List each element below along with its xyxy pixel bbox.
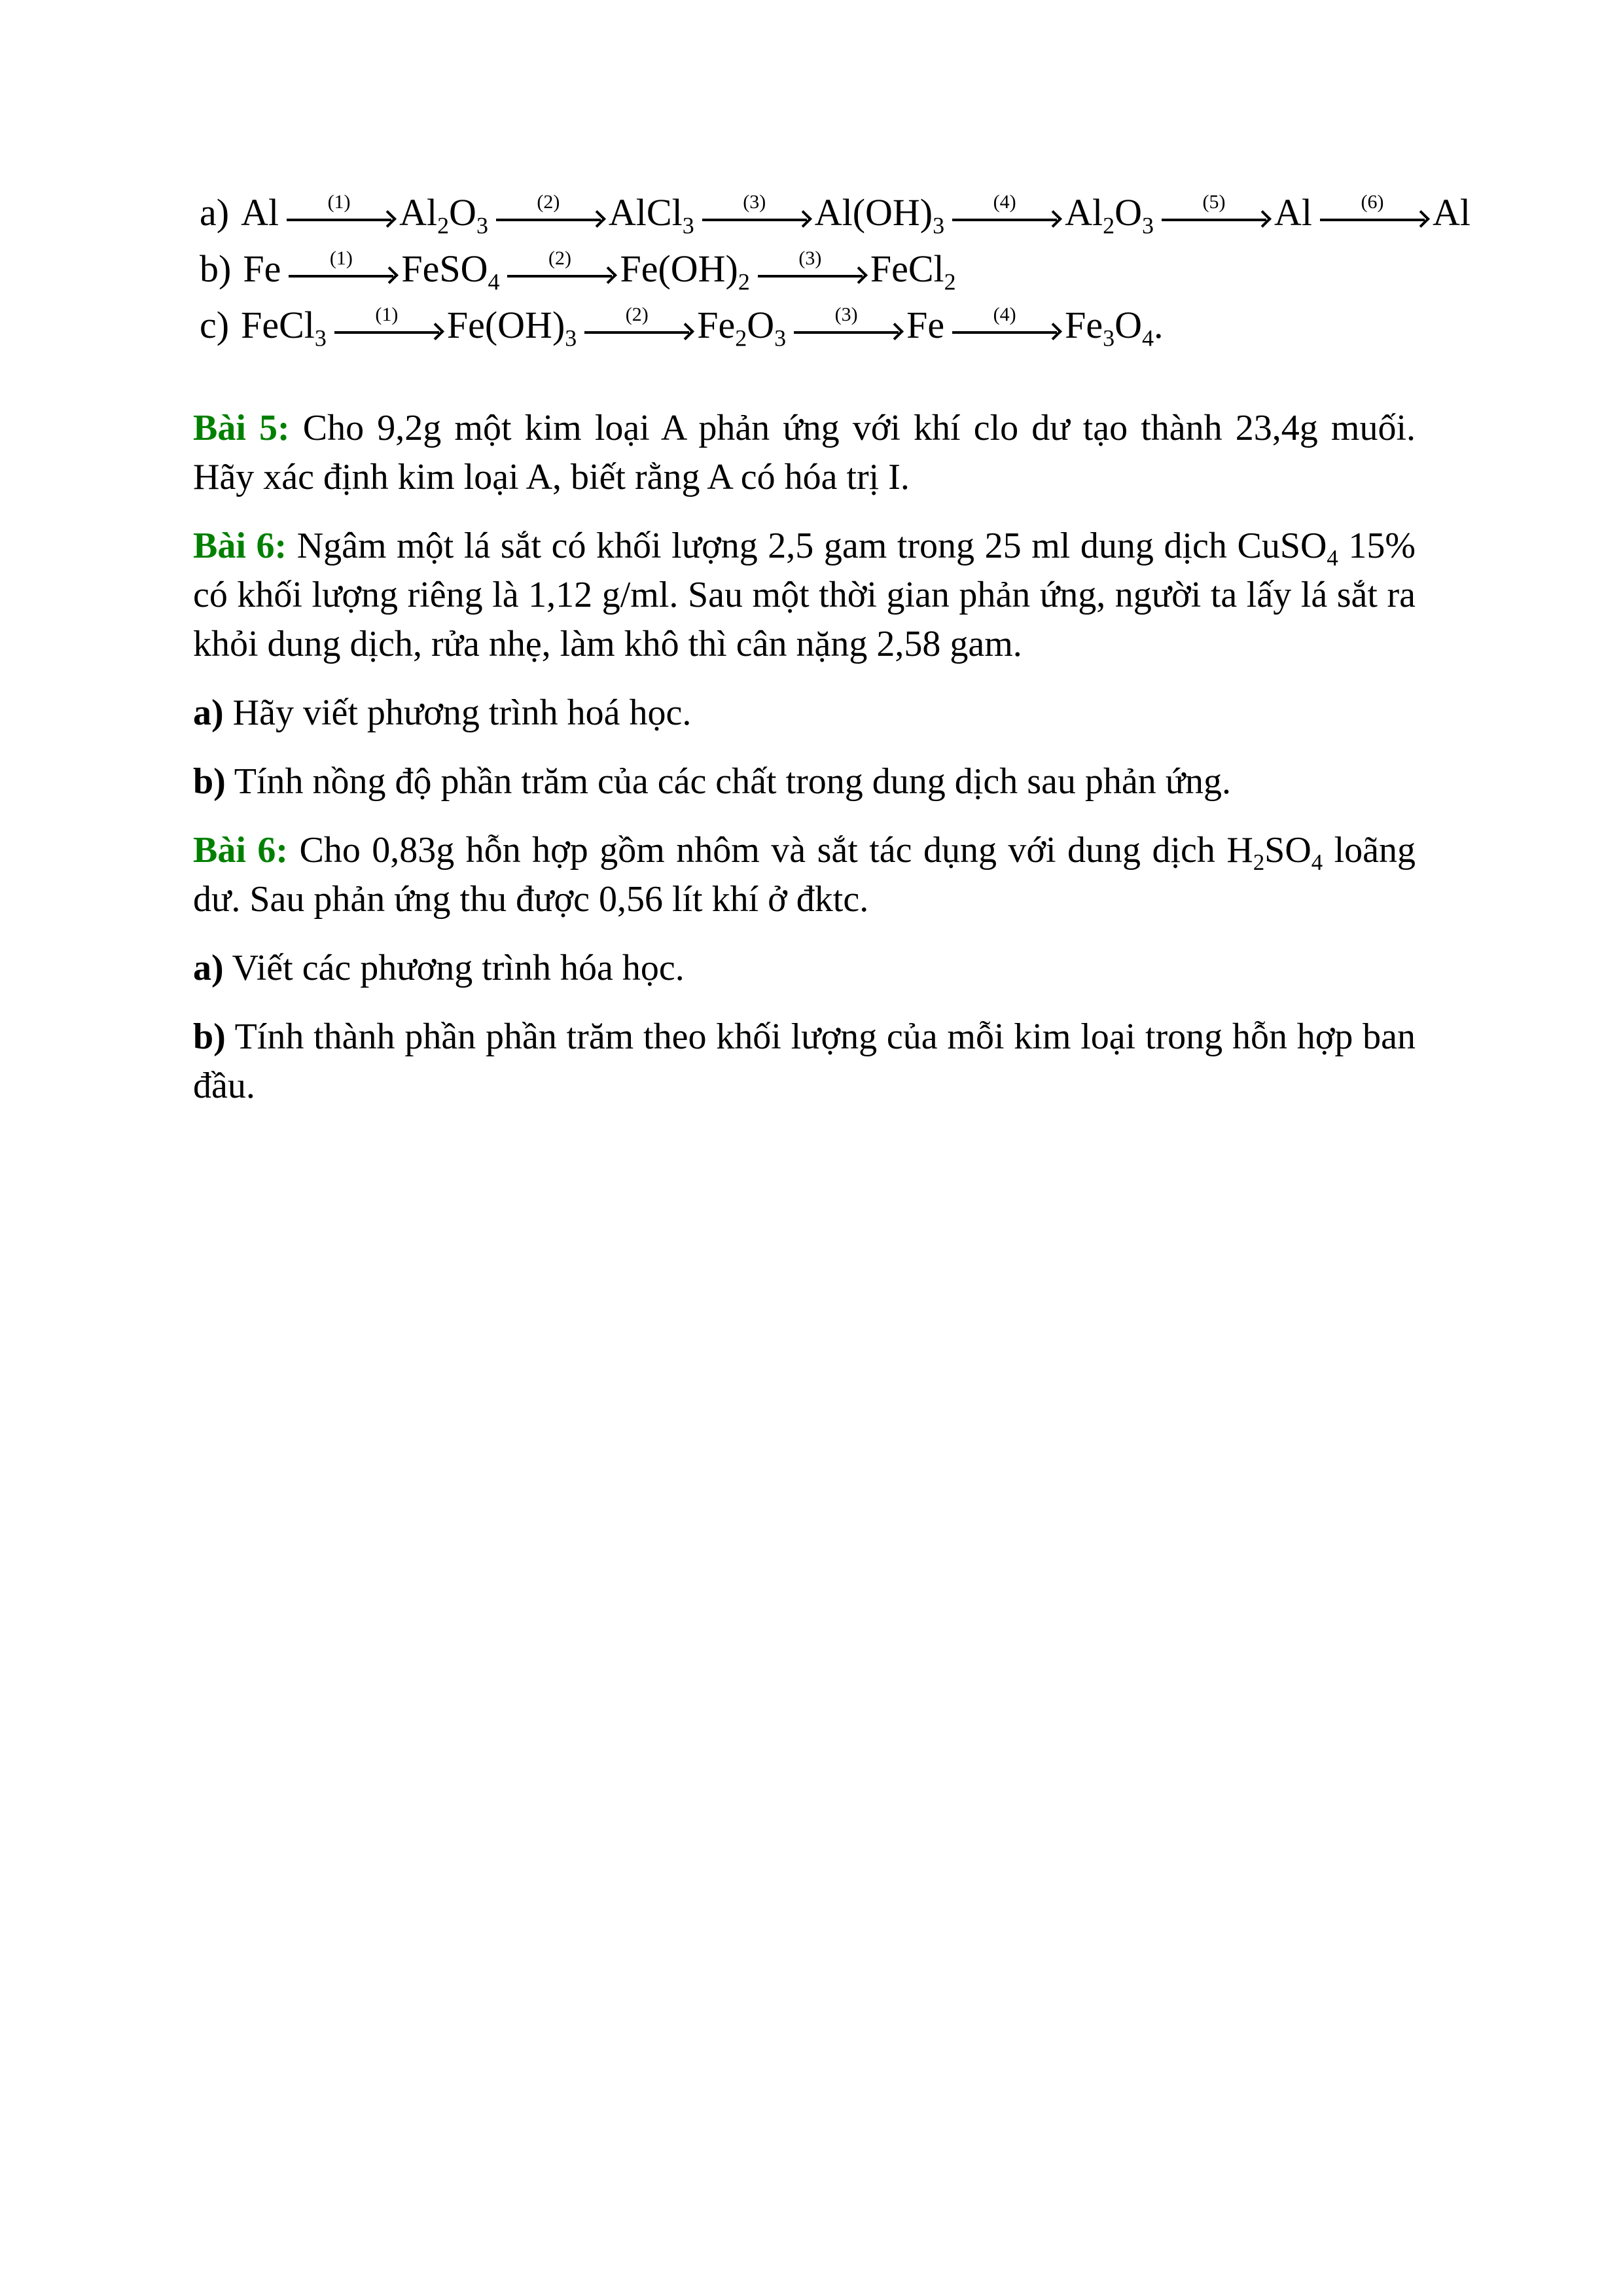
chem-formula: Al [241, 191, 279, 234]
reaction-chain-section [200, 187, 1623, 351]
chem-formula: Fe [906, 304, 945, 346]
reaction-arrow-icon [289, 247, 393, 278]
step-number: (4) [993, 304, 1016, 325]
exercise-text: Cho 9,2g một kim loại A phản ứng với khí clo dư tạo thành 23,4g muối. Hãy xác định kim loại A, biết rằng A có hóa trị I. [193, 408, 1416, 497]
exercise-text: Hãy viết phương trình hoá học. [223, 692, 692, 733]
equation-line-b [200, 243, 1623, 295]
exercise-text: Cho 0,83g hỗn hợp gồm nhôm và sắt tác dụng với dung dịch [288, 830, 1227, 870]
chem-formula: CuSO$_4$ [1237, 526, 1338, 571]
chem-formula: $Al_2O_3$ [399, 191, 488, 239]
chem-formula: $Al_2O_3$ [1065, 191, 1154, 239]
exercise-text: loãng dư. Sau phản ứng thu được 0,56 lít khí ở đktc. [193, 830, 1416, 920]
reaction-arrow-icon [702, 191, 807, 221]
item-letter: b) [193, 761, 226, 802]
reaction-arrow-icon [507, 247, 612, 278]
item-letter: a) [193, 948, 224, 988]
chem-formula: $Fe_2O_3$ [697, 304, 787, 351]
reaction-arrow-icon [584, 304, 689, 334]
reaction-arrow-icon [952, 191, 1057, 221]
exercise-bai-5 [193, 404, 1416, 502]
exercise-label: Bài 6: [193, 830, 289, 870]
exercise-label: Bài 5: [193, 408, 290, 448]
equation-label: b) [200, 247, 232, 290]
exercise-bai-6-cau-a [193, 689, 1416, 738]
step-number: (3) [834, 304, 858, 325]
equation-line-c [200, 299, 1623, 351]
step-number: (1) [329, 247, 353, 269]
exercise-text: Viết các phương trình hóa học. [223, 948, 685, 988]
step-number: (2) [625, 304, 649, 325]
exercise-text: Tính thành phần phần trăm theo khối lượng của mỗi kim loại trong hỗn hợp ban đầu. [193, 1016, 1416, 1106]
reaction-arrow-icon [496, 191, 601, 221]
exercise-bai-6-2-cau-b [193, 1013, 1416, 1111]
reaction-arrow-icon [952, 304, 1057, 334]
chem-formula: $Fe_3O_4$. [1065, 304, 1164, 351]
reaction-arrow-icon [1162, 191, 1266, 221]
reaction-arrow-icon [1320, 191, 1425, 221]
reaction-arrow-icon [334, 304, 439, 334]
step-number: (1) [327, 191, 351, 213]
exercise-bai-6-2 [193, 826, 1416, 924]
exercise-label: Bài 6: [193, 526, 287, 566]
exercise-text: 15% có khối lượng riêng là 1,12 g/ml. Sau một thời gian phản ứng, người ta lấy lá sắt ra khỏi dung dịch, rửa nhẹ, làm khô thì cân nặng 2,58 gam. [193, 526, 1416, 664]
chem-formula: $Al(OH)_3$ [814, 191, 945, 239]
exercise-bai-6-cau-b [193, 757, 1416, 806]
chem-formula: AlCl$_3$ [608, 191, 694, 239]
equation-label: c) [200, 304, 230, 346]
step-number: (5) [1202, 191, 1226, 213]
step-number: (3) [743, 191, 766, 213]
step-number: (3) [798, 247, 822, 269]
chem-formula: FeSO$_4$ [401, 247, 500, 295]
exercise-bai-6-2-cau-a [193, 944, 1416, 993]
exercise-text: Ngâm một lá sắt có khối lượng 2,5 gam trong 25 ml dung dịch [287, 526, 1238, 566]
exercise-bai-6 [193, 522, 1416, 669]
chem-formula: Fe [243, 247, 281, 290]
step-number: (2) [548, 247, 571, 269]
item-letter: a) [193, 692, 224, 733]
reaction-arrow-icon [758, 247, 863, 278]
chem-formula: FeCl$_2$ [870, 247, 956, 295]
equation-line-a [200, 187, 1623, 239]
chem-formula: $H_2SO_4$ [1226, 830, 1323, 876]
exercises-section [193, 404, 1416, 1111]
equation-label: a) [200, 191, 230, 234]
step-number: (4) [993, 191, 1016, 213]
reaction-arrow-icon [287, 191, 391, 221]
chem-formula: $Fe(OH)_3$ [446, 304, 577, 351]
reaction-arrow-icon [794, 304, 899, 334]
step-number: (2) [537, 191, 560, 213]
step-number: (1) [375, 304, 399, 325]
chem-formula: FeCl$_3$ [241, 304, 327, 351]
chem-formula: $Fe(OH)_2$ [620, 247, 750, 295]
exercise-text: Tính nồng độ phần trăm của các chất trong dung dịch sau phản ứng. [225, 761, 1232, 802]
item-letter: b) [193, 1016, 226, 1057]
chem-formula: Al [1274, 191, 1312, 234]
step-number: (6) [1361, 191, 1384, 213]
chem-formula: Al [1432, 191, 1471, 234]
